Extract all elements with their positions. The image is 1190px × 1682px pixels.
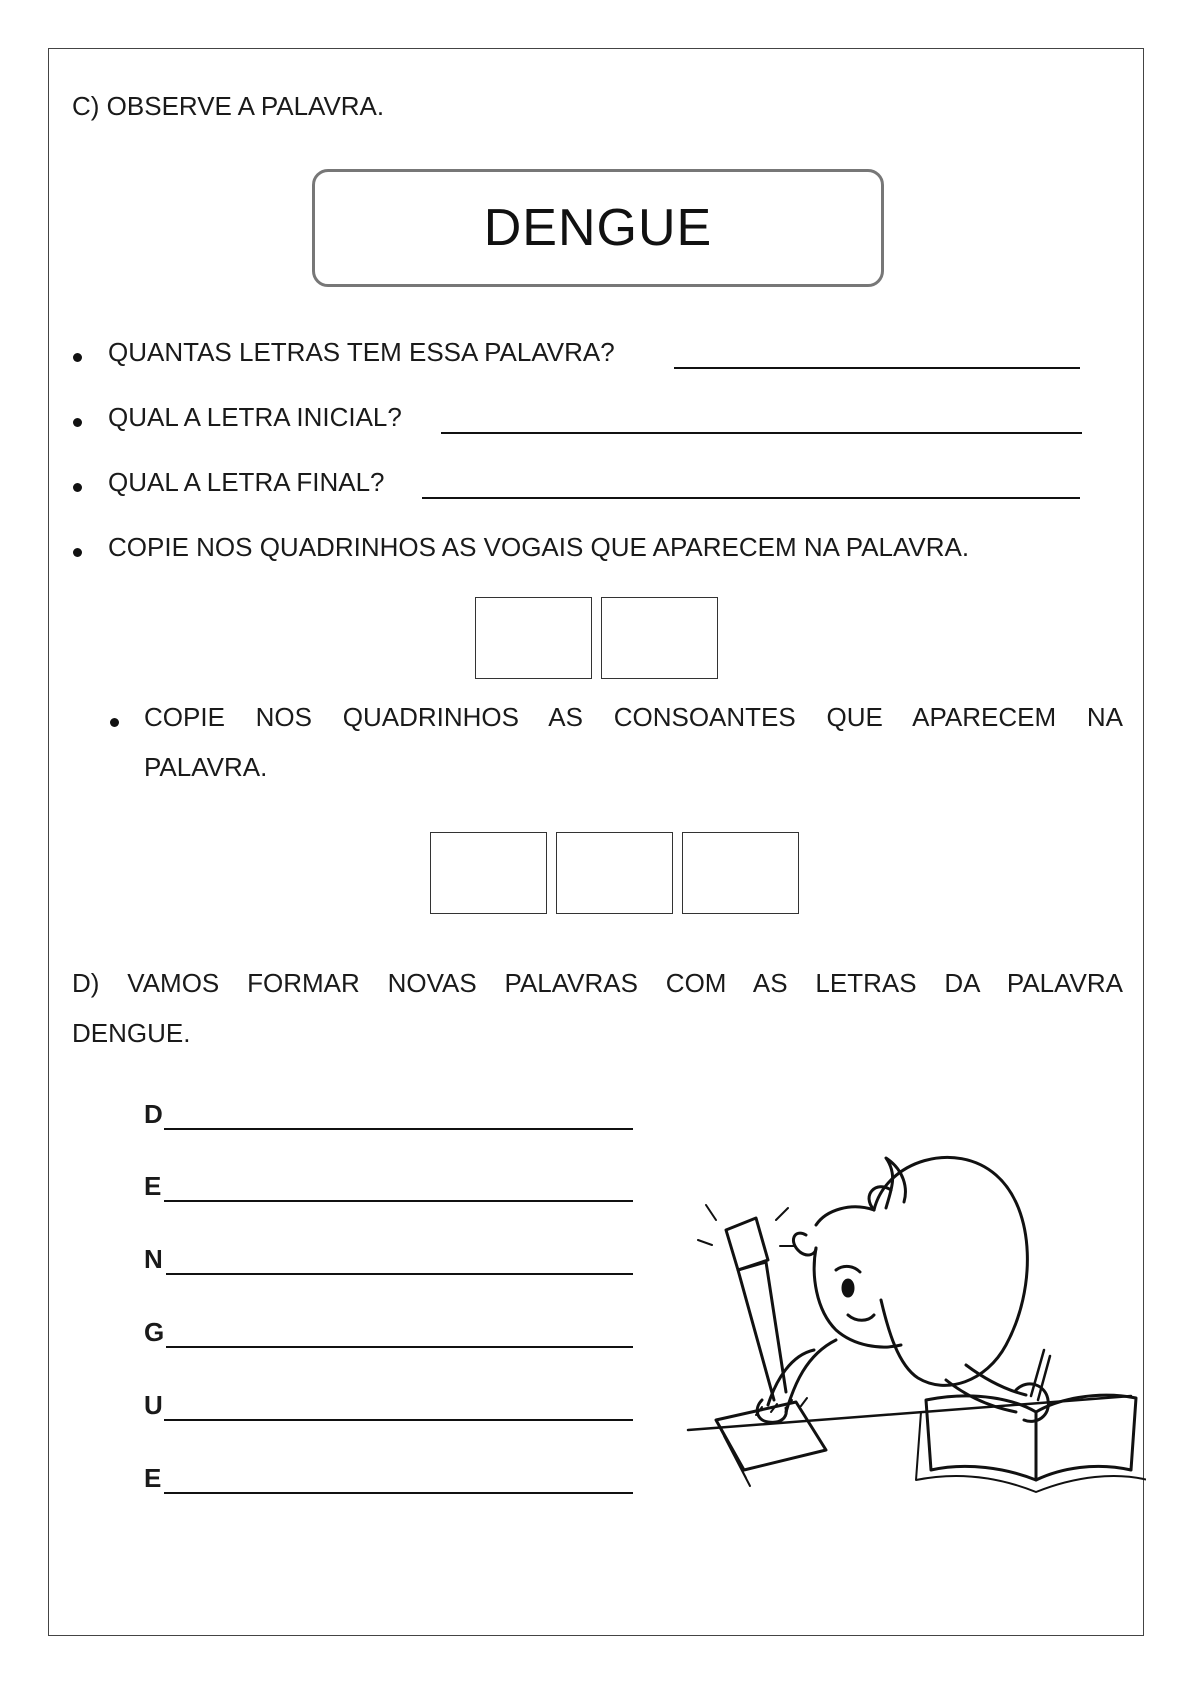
question-consonants-line1: COPIE NOS QUADRINHOS AS CONSOANTES QUE APARECEM NA <box>144 702 1123 732</box>
bullet-icon <box>73 483 82 492</box>
consonant-box-2[interactable] <box>556 832 673 914</box>
boy-studying-icon <box>676 1150 1146 1510</box>
word-line-n[interactable] <box>166 1273 633 1275</box>
letter-u: U <box>144 1390 163 1420</box>
bullet-icon <box>73 548 82 557</box>
letter-g: G <box>144 1317 165 1347</box>
question-letter-count: QUANTAS LETRAS TEM ESSA PALAVRA? <box>108 337 615 367</box>
bullet-icon <box>73 353 82 362</box>
question-final-letter: QUAL A LETRA FINAL? <box>108 467 385 497</box>
question-initial-letter: QUAL A LETRA INICIAL? <box>108 402 402 432</box>
section-d-heading-line2: DENGUE. <box>72 1018 191 1048</box>
vowel-box-2[interactable] <box>601 597 718 679</box>
bullet-icon <box>73 418 82 427</box>
word-line-d[interactable] <box>164 1128 633 1130</box>
section-d-heading-line1: D) VAMOS FORMAR NOVAS PALAVRAS COM AS LETRAS DA PALAVRA <box>72 968 1123 998</box>
answer-line-initial-letter[interactable] <box>441 432 1082 434</box>
letter-n: N <box>144 1244 163 1274</box>
word-line-e2[interactable] <box>164 1492 633 1494</box>
word-line-g[interactable] <box>166 1346 633 1348</box>
bullet-icon <box>110 718 119 727</box>
consonant-box-1[interactable] <box>430 832 547 914</box>
word-line-e[interactable] <box>164 1200 633 1202</box>
consonant-box-3[interactable] <box>682 832 799 914</box>
word-dengue: DENGUE <box>483 199 713 257</box>
question-vowels: COPIE NOS QUADRINHOS AS VOGAIS QUE APARECEM NA PALAVRA. <box>108 532 970 562</box>
letter-d: D <box>144 1099 163 1129</box>
word-box <box>312 169 884 287</box>
section-c-heading: C) OBSERVE A PALAVRA. <box>72 91 385 121</box>
question-consonants-line2: PALAVRA. <box>144 752 268 782</box>
word-line-u[interactable] <box>164 1419 633 1421</box>
answer-line-letter-count[interactable] <box>674 367 1080 369</box>
vowel-box-1[interactable] <box>475 597 592 679</box>
letter-e2: E <box>144 1463 162 1493</box>
letter-e: E <box>144 1171 162 1201</box>
answer-line-final-letter[interactable] <box>422 497 1080 499</box>
